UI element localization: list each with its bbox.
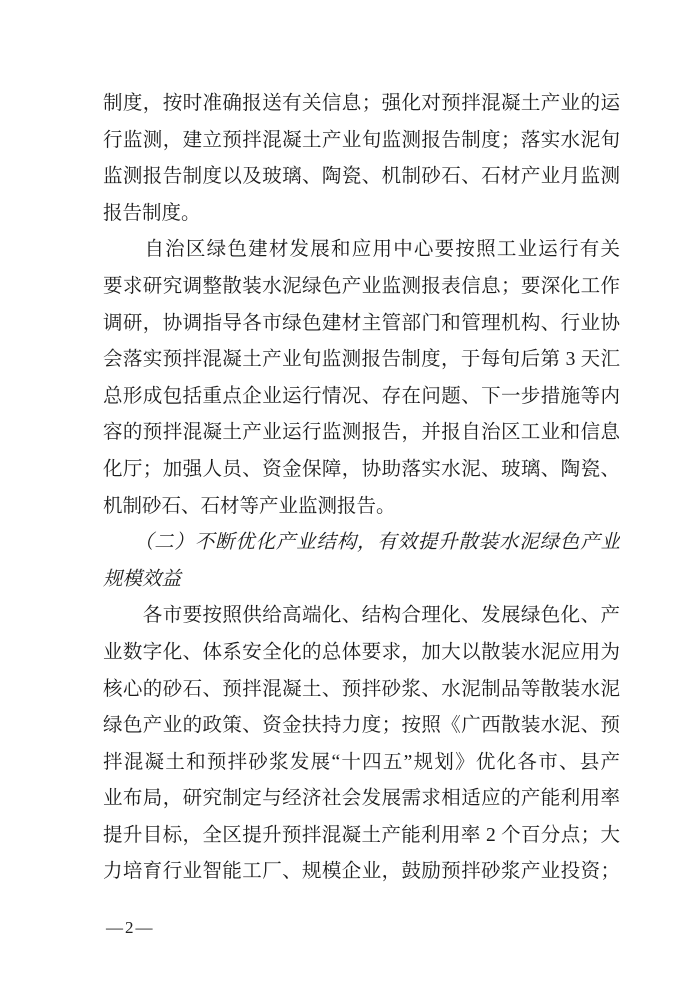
- text-line: 监测报告制度以及玻璃、陶瓷、机制砂石、石材产业月监测: [103, 166, 620, 188]
- text-line: 要求研究调整散装水泥绿色产业监测报表信息；要深化工作: [103, 275, 620, 297]
- page-number: —2—: [106, 918, 155, 937]
- text-line: 业布局，研究制定与经济社会发展需求相适应的产能利用率: [103, 788, 620, 810]
- text-line: 行监测，建立预拌混凝土产业旬监测报告制度；落实水泥旬: [103, 129, 620, 151]
- text-line: 制度，按时准确报送有关信息；强化对预拌混凝土产业的运: [103, 93, 620, 114]
- text-line: 调研，协调指导各市绿色建材主管部门和管理机构、行业协: [103, 312, 620, 334]
- text-line: 业数字化、体系安全化的总体要求，加大以散装水泥应用为: [103, 641, 620, 663]
- text-line: 报告制度。: [103, 202, 201, 224]
- text-line: 力培育行业智能工厂、规模企业，鼓励预拌砂浆产业投资；: [103, 861, 620, 883]
- text-line: 绿色产业的政策、资金扶持力度；按照《广西散装水泥、预: [103, 715, 620, 737]
- text-line: 拌混凝土和预拌砂浆发展“十四五”规划》优化各市、县产: [103, 751, 620, 773]
- text-line: 总形成包括重点企业运行情况、存在问题、下一步措施等内: [103, 385, 620, 407]
- text-line: 容的预拌混凝土产业运行监测报告，并报自治区工业和信息: [103, 422, 620, 444]
- section-heading-line: （二）不断优化产业结构，有效提升散装水泥绿色产业: [103, 532, 620, 554]
- text-line: 化厅；加强人员、资金保障，协助落实水泥、玻璃、陶瓷、: [103, 458, 620, 480]
- text-line: 核心的砂石、预拌混凝土、预拌砂浆、水泥制品等散装水泥: [103, 678, 620, 700]
- text-line: 提升目标，全区提升预拌混凝土产能利用率 2 个百分点；大: [103, 824, 620, 846]
- text-line: 机制砂石、石材等产业监测报告。: [103, 495, 396, 517]
- text-line: 自治区绿色建材发展和应用中心要按照工业运行有关: [103, 239, 620, 261]
- section-heading-line: 规模效益: [103, 568, 182, 590]
- text-line: 会落实预拌混凝土产业旬监测报告制度，于每旬后第 3 天汇: [103, 349, 620, 371]
- text-block: [103, 86, 620, 891]
- text-line: 各市要按照供给高端化、结构合理化、发展绿色化、产: [103, 605, 620, 627]
